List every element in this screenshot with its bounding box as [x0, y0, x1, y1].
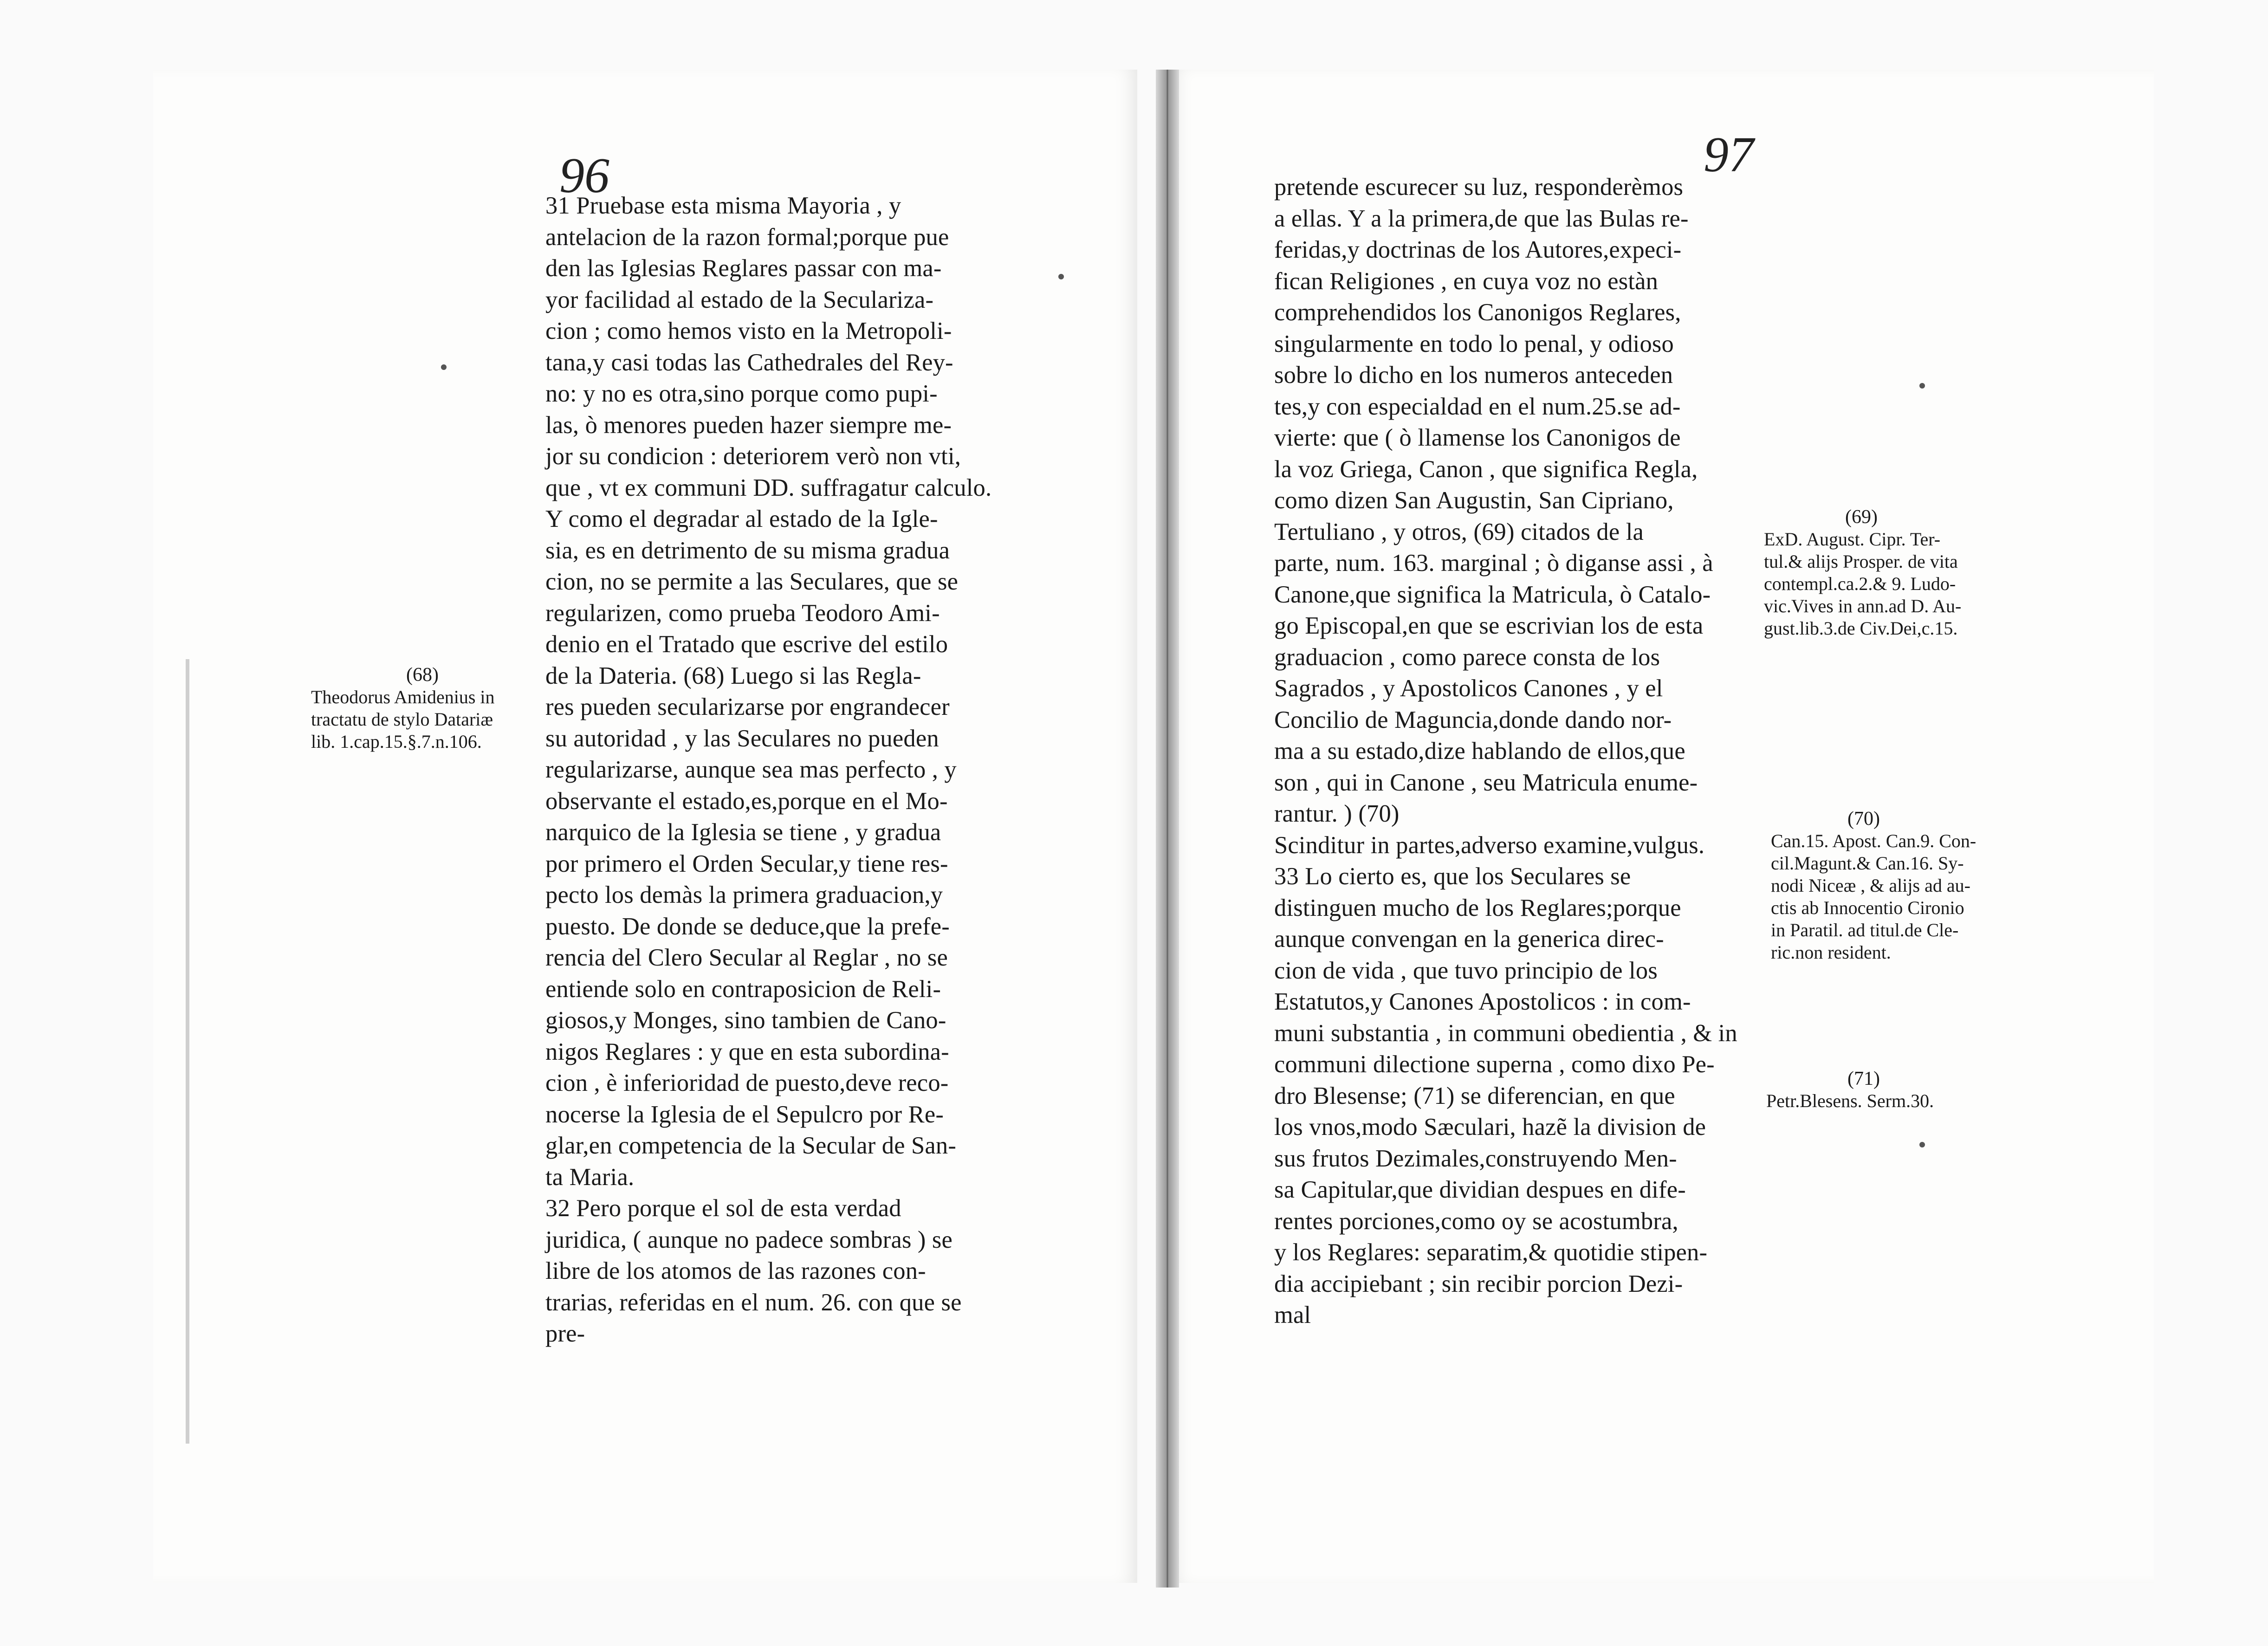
- body-line: communi dilectione superna , como dixo Pe-: [1274, 1051, 1715, 1078]
- body-line: Scinditur in partes,adverso examine,vulgus.: [1274, 831, 1705, 859]
- body-line: 33 Lo cierto es, que los Seculares se: [1274, 863, 1631, 890]
- body-line: rencia del Clero Secular al Reglar , no se: [545, 944, 948, 971]
- body-line: cion, no se permite a las Seculares, que se: [545, 568, 959, 595]
- body-line: giosos,y Monges, sino tambien de Cano-: [545, 1007, 946, 1034]
- body-line: Sagrados , y Apostolicos Canones , y el: [1274, 675, 1663, 702]
- ink-dot: [441, 364, 447, 370]
- body-line: cion ; como hemos visto en la Metropoli-: [545, 318, 952, 344]
- body-line: tes,y con especialdad en el num.25.se ad-: [1274, 393, 1681, 420]
- body-line: singularmente en todo lo penal, y odioso: [1274, 330, 1674, 357]
- body-line: los vnos,modo Sæculari, hazẽ la division de: [1274, 1114, 1706, 1141]
- body-line: la voz Griega, Canon , que significa Regla,: [1274, 455, 1698, 483]
- note-line: ric.non resident.: [1771, 942, 1891, 963]
- margin-note-68: [311, 664, 534, 753]
- body-line: vierte: que ( ò llamense los Canonigos de: [1274, 424, 1681, 451]
- body-line: por primero el Orden Secular,y tiene res-: [545, 850, 948, 877]
- note-line: tractatu de stylo Datariæ: [311, 709, 493, 730]
- body-line: ma a su estado,dize hablando de ellos,que: [1274, 738, 1685, 765]
- body-line: muni substantia , in communi obedientia , & in: [1274, 1019, 1737, 1047]
- ink-dot: [1058, 274, 1064, 279]
- body-line: cion , è inferioridad de puesto,deve reco-: [545, 1069, 949, 1096]
- body-line: nigos Reglares : y que en esta subordina-: [545, 1038, 949, 1065]
- body-line: Tertuliano , y otros, (69) citados de la: [1274, 518, 1644, 545]
- note-line: Theodorus Amidenius in: [311, 687, 495, 707]
- body-line: distinguen mucho de los Reglares;porque: [1274, 894, 1681, 921]
- body-line: sia, es en detrimento de su misma gradua: [545, 537, 950, 564]
- body-line: 31 Pruebase esta misma Mayoria , y: [545, 192, 901, 219]
- body-line: ta Maria.: [545, 1163, 635, 1191]
- body-line: que , vt ex communi DD. suffragatur calculo.: [545, 474, 992, 501]
- body-line: observante el estado,es,porque en el Mo-: [545, 787, 948, 815]
- body-line: Y como el degradar al estado de la Igle-: [545, 505, 938, 532]
- left-page-number: 96: [559, 148, 609, 203]
- body-line: entiende solo en contraposicion de Reli-: [545, 975, 941, 1003]
- body-line: regularizen, como prueba Teodoro Ami-: [545, 599, 940, 627]
- note-lines: [311, 686, 534, 753]
- right-body-text: [1274, 172, 1785, 1331]
- note-number: (70): [1847, 808, 1880, 829]
- ink-dot: [1919, 1142, 1925, 1147]
- body-line: parte, num. 163. marginal ; ò diganse assi , à: [1274, 550, 1713, 577]
- note-lines: [1771, 830, 1976, 964]
- ink-dot: [1919, 383, 1925, 389]
- body-line: Concilio de Maguncia,donde dando nor-: [1274, 706, 1672, 733]
- body-line: feridas,y doctrinas de los Autores,expeci-: [1274, 236, 1682, 263]
- body-line: narquico de la Iglesia se tiene , y gradua: [545, 819, 941, 846]
- body-line: rantur. ) (70): [1274, 800, 1400, 827]
- body-line: mal: [1274, 1302, 1311, 1328]
- left-body-text: [545, 190, 1056, 1350]
- body-line: graduacion , como parece consta de los: [1274, 643, 1660, 671]
- body-line: fican Religiones , en cuya voz no estàn: [1274, 267, 1659, 295]
- body-line: antelacion de la razon formal;porque pue: [545, 223, 949, 251]
- note-line: ExD. August. Cipr. Ter-: [1764, 529, 1941, 550]
- body-line: Estatutos,y Canones Apostolicos : in com-: [1274, 988, 1691, 1015]
- body-line: go Episcopal,en que se escrivian los de esta: [1274, 612, 1704, 639]
- page-edge-line: [186, 659, 189, 1444]
- body-line: 32 Pero porque el sol de esta verdad: [545, 1195, 901, 1222]
- note-number: (68): [406, 664, 439, 686]
- body-line: son , qui in Canone , seu Matricula enume-: [1274, 769, 1698, 796]
- note-line: tul.& alijs Prosper. de vita: [1764, 551, 1958, 572]
- body-line: cion de vida , que tuvo principio de los: [1274, 957, 1658, 984]
- body-line: glar,en competencia de la Secular de San-: [545, 1132, 957, 1159]
- note-number: (71): [1847, 1068, 1880, 1089]
- margin-note-71: [1766, 1068, 1961, 1112]
- body-line: de la Dateria. (68) Luego si las Regla-: [545, 662, 921, 689]
- book-gutter: [1156, 70, 1179, 1588]
- note-line: Petr.Blesens. Serm.30.: [1766, 1090, 1934, 1111]
- body-line: pretende escurecer su luz, responderèmos: [1274, 174, 1684, 201]
- note-lines: [1764, 528, 1962, 640]
- body-line: rentes porciones,como oy se acostumbra,: [1274, 1207, 1678, 1235]
- body-line: como dizen San Augustin, San Cipriano,: [1274, 487, 1674, 514]
- body-line: pecto los demàs la primera graduacion,y: [545, 881, 943, 908]
- body-line: nocerse la Iglesia de el Sepulcro por Re-: [545, 1101, 944, 1128]
- body-line: puesto. De donde se deduce,que la prefe-: [545, 913, 950, 940]
- note-line: Can.15. Apost. Can.9. Con-: [1771, 830, 1976, 851]
- body-line: y los Reglares: separatim,& quotidie stipen-: [1274, 1239, 1708, 1266]
- body-line: yor facilidad al estado de la Seculariza-: [545, 286, 934, 313]
- body-line: sa Capitular,que dividian despues en dife-: [1274, 1176, 1686, 1203]
- note-number: (69): [1845, 506, 1878, 528]
- note-lines: [1766, 1090, 1961, 1112]
- body-line: regularizarse, aunque sea mas perfecto , y: [545, 756, 957, 783]
- body-line: las, ò menores pueden hazer siempre me-: [545, 411, 952, 439]
- body-line: res pueden secularizarse por engrandecer: [545, 693, 950, 720]
- body-line: no: y no es otra,sino porque como pupi-: [545, 380, 938, 407]
- note-line: contempl.ca.2.& 9. Ludo-: [1764, 573, 1956, 594]
- note-line: vic.Vives in ann.ad D. Au-: [1764, 596, 1962, 616]
- body-line: denio en el Tratado que escrive del estilo: [545, 631, 948, 658]
- note-line: in Paratil. ad titul.de Cle-: [1771, 920, 1959, 940]
- body-line: pre-: [545, 1320, 585, 1347]
- margin-note-70: [1771, 808, 1976, 964]
- margin-note-69: [1764, 506, 1962, 640]
- note-line: lib. 1.cap.15.§.7.n.106.: [311, 731, 482, 752]
- note-line: cil.Magunt.& Can.16. Sy-: [1771, 853, 1964, 874]
- body-line: den las Iglesias Reglares passar con ma-: [545, 255, 942, 282]
- body-line: sobre lo dicho en los numeros anteceden: [1274, 362, 1673, 389]
- body-line: trarias, referidas en el num. 26. con que se: [545, 1289, 962, 1316]
- body-line: dia accipiebant ; sin recibir porcion Dezi-: [1274, 1270, 1683, 1297]
- note-line: gust.lib.3.de Civ.Dei,c.15.: [1764, 618, 1958, 639]
- body-line: dro Blesense; (71) se diferencian, en que: [1274, 1082, 1675, 1109]
- body-line: aunque convengan en la generica direc-: [1274, 926, 1664, 953]
- body-line: Canone,que significa la Matricula, ò Catalo-: [1274, 581, 1711, 608]
- body-line: jor su condicion : deteriorem verò non vti,: [545, 443, 961, 470]
- note-line: nodi Niceæ , & alijs ad au-: [1771, 875, 1970, 896]
- body-line: comprehendidos los Canonigos Reglares,: [1274, 299, 1681, 326]
- body-line: juridica, ( aunque no padece sombras ) se: [545, 1226, 953, 1253]
- body-line: su autoridad , y las Seculares no pueden: [545, 725, 939, 752]
- body-line: libre de los atomos de las razones con-: [545, 1257, 926, 1284]
- body-line: a ellas. Y a la primera,de que las Bulas re-: [1274, 205, 1689, 232]
- body-line: sus frutos Dezimales,construyendo Men-: [1274, 1145, 1677, 1172]
- note-line: ctis ab Innocentio Cironio: [1771, 897, 1964, 918]
- right-page-number: 97: [1704, 127, 1754, 182]
- body-line: tana,y casi todas las Cathedrales del Rey-: [545, 349, 953, 376]
